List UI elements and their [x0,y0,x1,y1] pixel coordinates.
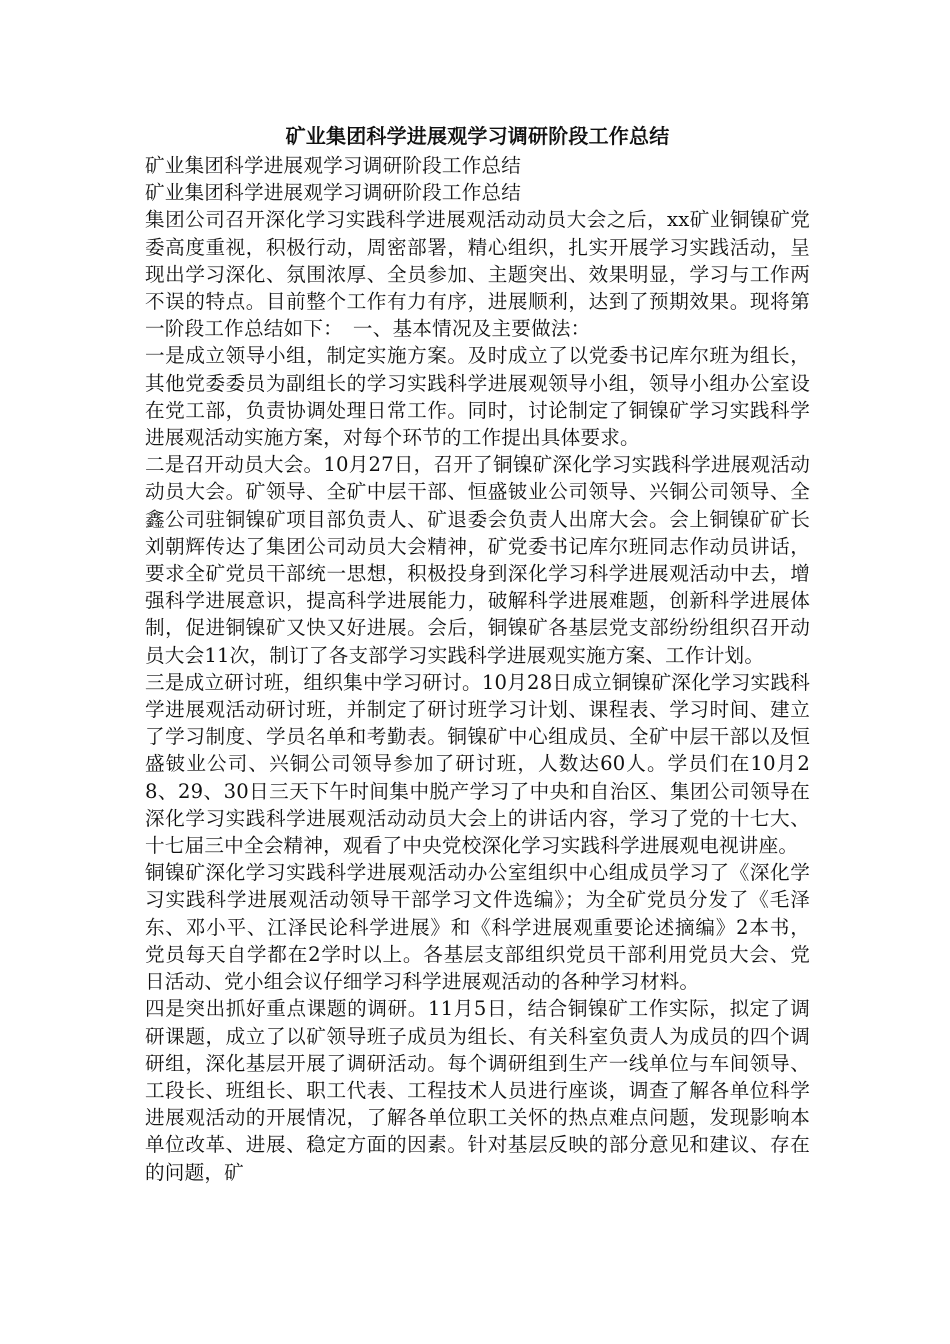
document-body [145,120,810,1186]
paragraph-research-topics: 四是突出抓好重点课题的调研。11月5日，结合铜镍矿工作实际，拟定了调研课题，成立了以矿领导班子成员为组长、有关科室负责人为成员的四个调研组，深化基层开展了调研活动。每个调研组到生产一线单位与车间领导、工段长、班组长、职工代表、工程技术人员进行座谈，调查了解各单位科学进展观活动的开展情况，了解各单位职工关怀的热点难点问题，发现影响本单位改革、进展、稳定方面的因素。针对基层反映的部分意见和建议、存在的问题，矿 [145,997,810,1184]
paragraph-seminar: 三是成立研讨班，组织集中学习研讨。10月28日成立铜镍矿深化学习实践科学进展观活动研讨班，并制定了研讨班学习计划、课程表、学习时间、建立了学习制度、学员名单和考勤表。铜镍矿中心组成员、全矿中层干部以及恒盛铍业公司、兴铜公司领导参加了研讨班，人数达60人。学员们在10月28、29、30日三天下午时间集中脱产学习了中央和自治区、集团公司领导在深化学习实践科学进展观活动动员大会上的讲话内容，学习了党的十七大、十七届三中全会精神，观看了中央党校深化学习实践科学进展观电视讲座。 [145,670,810,858]
document-title: 矿业集团科学进展观学习调研阶段工作总结 [285,124,670,148]
paragraph-repeat-title-2: 矿业集团科学进展观学习调研阶段工作总结 [145,181,522,205]
paragraph-repeat-title-1: 矿业集团科学进展观学习调研阶段工作总结 [145,154,522,177]
paragraph-mobilization-meeting: 二是召开动员大会。10月27日，召开了铜镍矿深化学习实践科学进展观活动动员大会。矿领导、全矿中层干部、恒盛铍业公司领导、兴铜公司领导、全鑫公司驻铜镍矿项目部负责人、矿退委会负责人出席大会。会上铜镍矿矿长刘朝辉传达了集团公司动员大会精神，矿党委书记库尔班同志作动员讲话，要求全矿党员干部统一思想，积极投身到深化学习科学进展观活动中去，增强科学进展意识，提高科学进展能力，破解科学进展难题，创新科学进展体制，促进铜镍矿又快又好进展。会后，铜镍矿各基层党支部纷纷组织召开动员大会11次，制订了各支部学习实践科学进展观实施方案、工作计划。 [145,453,810,667]
paragraph-study-materials: 铜镍矿深化学习实践科学进展观活动办公室组织中心组成员学习了《深化学习实践科学进展观活动领导干部学习文件选编》；为全矿党员分发了《毛泽东、邓小平、江泽民论科学进展》和《科学进展观重要论述摘编》2本书，党员每天自学都在2学时以上。各基层支部组织党员干部利用党员大会、党日活动、党小组会议仔细学习科学进展观活动的各种学习材料。 [145,861,810,994]
paragraph-introduction: 集团公司召开深化学习实践科学进展观活动动员大会之后，xx矿业铜镍矿党委高度重视，积极行动，周密部署，精心组织，扎实开展学习实践活动，呈现出学习深化、氛围浓厚、全员参加、主题突出、效果明显，学习与工作两不误的特点。目前整个工作有力有序，进展顺利，达到了预期效果。现将第一阶段工作总结如下： 一、基本情况及主要做法： [145,208,810,341]
paragraph-leadership-group: 一是成立领导小组，制定实施方案。及时成立了以党委书记库尔班为组长，其他党委委员为副组长的学习实践科学进展观领导小组，领导小组办公室设在党工部，负责协调处理日常工作。同时，讨论制定了铜镍矿学习实践科学进展观活动实施方案，对每个环节的工作提出具体要求。 [145,344,810,450]
